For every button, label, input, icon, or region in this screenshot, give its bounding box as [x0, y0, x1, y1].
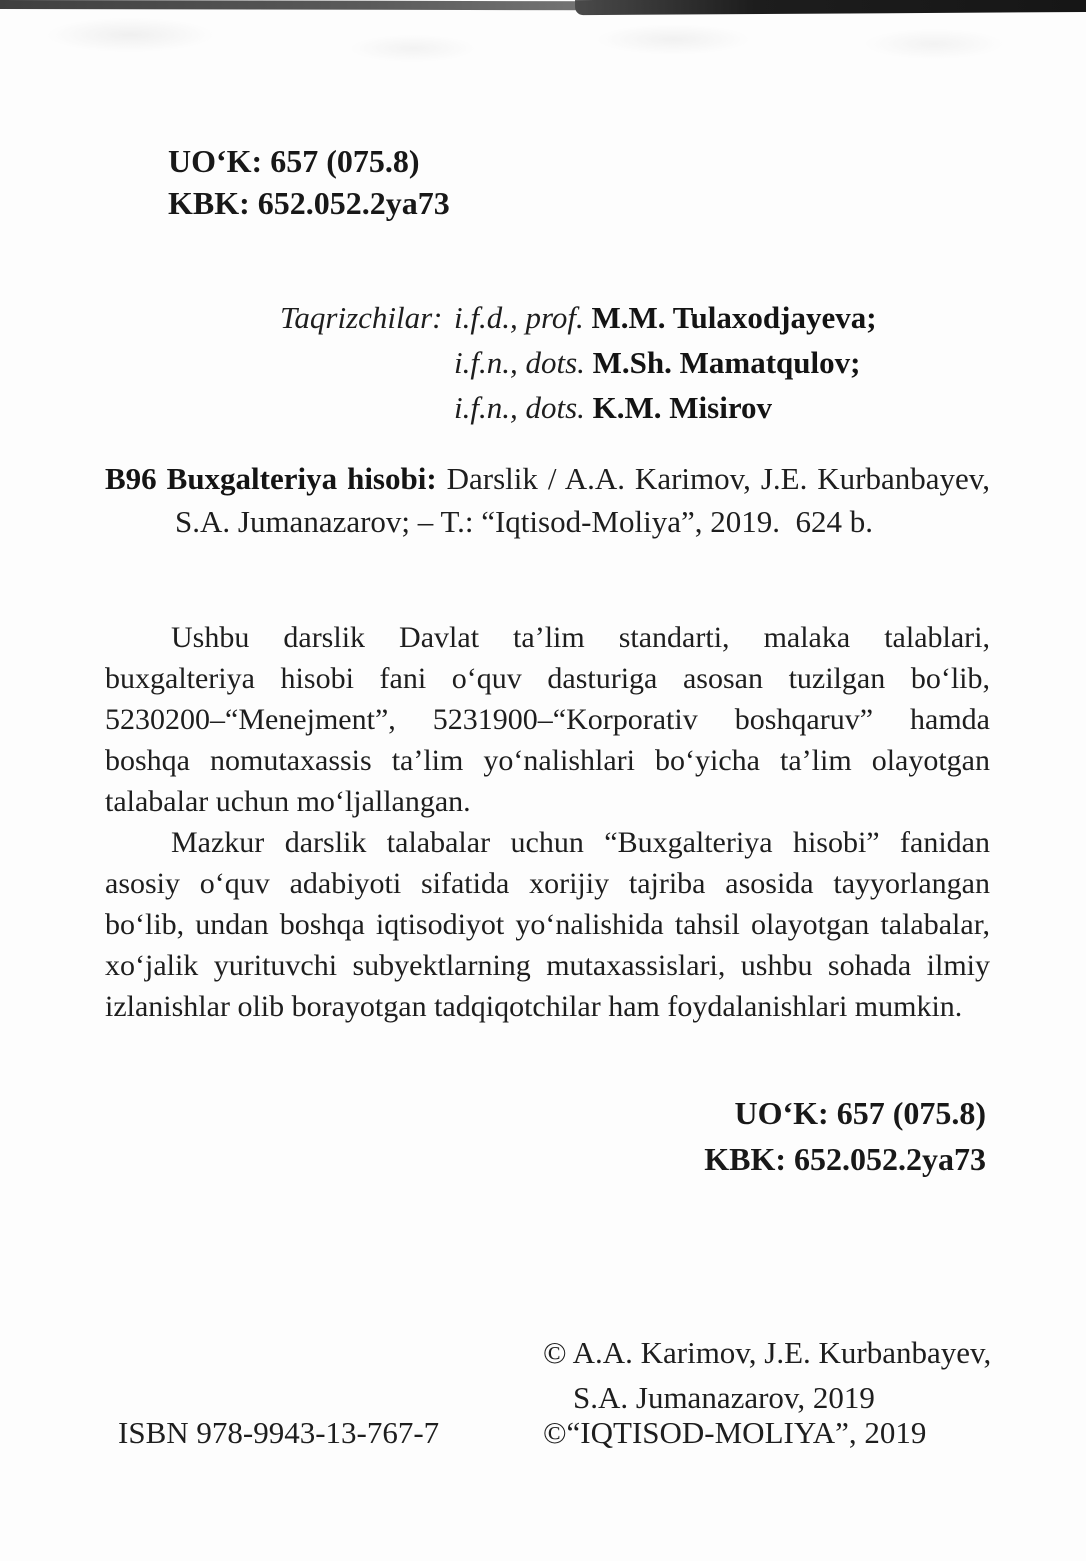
- text-line: 5230200–“Menejment”, 5231900–“Korporativ boshqaruv” hamda: [105, 703, 990, 736]
- catalog-authors: Darslik / A.A. Karimov, J.E. Kurbanbayev,: [446, 461, 990, 496]
- authors-copyright-block: [543, 1330, 991, 1420]
- udc-code-bottom: UO‘K: 657 (075.8): [734, 1095, 986, 1131]
- reviewers-block: [280, 295, 877, 430]
- text-line: asosiy o‘quv adabiyoti sifatida xorijiy tajriba asosida tayyorlangan: [105, 867, 990, 900]
- reviewer-name: K.M. Misirov: [592, 390, 773, 425]
- text-line: xo‘jalik yurituvchi subyektlarning mutaxassislari, ushbu sohada ilmiy: [105, 949, 990, 982]
- text-line: izlanishlar olib borayotgan tadqiqotchilar ham foydalanishlari mumkin.: [105, 990, 963, 1023]
- reviewers-list: [454, 295, 877, 430]
- authors-copyright-line2: S.A. Jumanazarov, 2019: [573, 1380, 875, 1415]
- catalog-line2: S.A. Jumanazarov; – T.: “Iqtisod-Moliya”, 2019. 624 b.: [175, 504, 873, 539]
- text-line: talabalar uchun mo‘ljallangan.: [105, 785, 471, 818]
- text-line: buxgalteriya hisobi fani o‘quv dasturiga asosan tuzilgan bo‘lib,: [105, 662, 990, 695]
- text-line: Ushbu darslik Davlat ta’lim standarti, malaka talablari,: [171, 621, 990, 654]
- annotation-paragraph-1: [105, 617, 990, 822]
- catalog-code: B96: [105, 461, 157, 496]
- isbn-number: ISBN 978-9943-13-767-7: [118, 1415, 440, 1450]
- reviewer-name: M.Sh. Mamatqulov;: [592, 345, 861, 380]
- authors-copyright-line1: © A.A. Karimov, J.E. Kurbanbayev,: [543, 1335, 992, 1370]
- udc-code-top: UO‘K: 657 (075.8): [168, 143, 420, 179]
- reviewer-degree: i.f.n., dots.: [454, 390, 585, 425]
- kbk-code-top: KBK: 652.052.2ya73: [168, 185, 450, 221]
- text-line: bo‘lib, undan boshqa iqtisodiyot yo‘nalishida tahsil olayotgan talabalar,: [105, 908, 990, 941]
- kbk-code-bottom: KBK: 652.052.2ya73: [704, 1141, 986, 1177]
- reviewers-label: Taqrizchilar:: [280, 300, 443, 335]
- reviewer-degree: i.f.d., prof.: [454, 300, 584, 335]
- text-line: Mazkur darslik talabalar uchun “Buxgalteriya hisobi” fanidan: [171, 826, 990, 859]
- reviewer-item: [454, 340, 877, 385]
- book-title: Buxgalteriya hisobi:: [166, 461, 437, 496]
- reviewer-degree: i.f.n., dots.: [454, 345, 585, 380]
- udc-bottom-block: [704, 1090, 986, 1182]
- publisher-copyright: ©“IQTISOD-MOLIYA”, 2019: [543, 1415, 927, 1450]
- udc-top-block: [168, 140, 450, 224]
- catalog-line1: [105, 457, 990, 500]
- reviewer-item: [454, 385, 877, 430]
- reviewer-item: [454, 295, 877, 340]
- scan-smudges: [0, 8, 1086, 98]
- catalog-entry: [105, 457, 990, 543]
- annotation-paragraph-2: [105, 822, 990, 1027]
- text-line: boshqa nomutaxassis ta’lim yo‘nalishlari bo‘yicha ta’lim olayotgan: [105, 744, 990, 777]
- reviewer-name: M.M. Tulaxodjayeva;: [591, 300, 877, 335]
